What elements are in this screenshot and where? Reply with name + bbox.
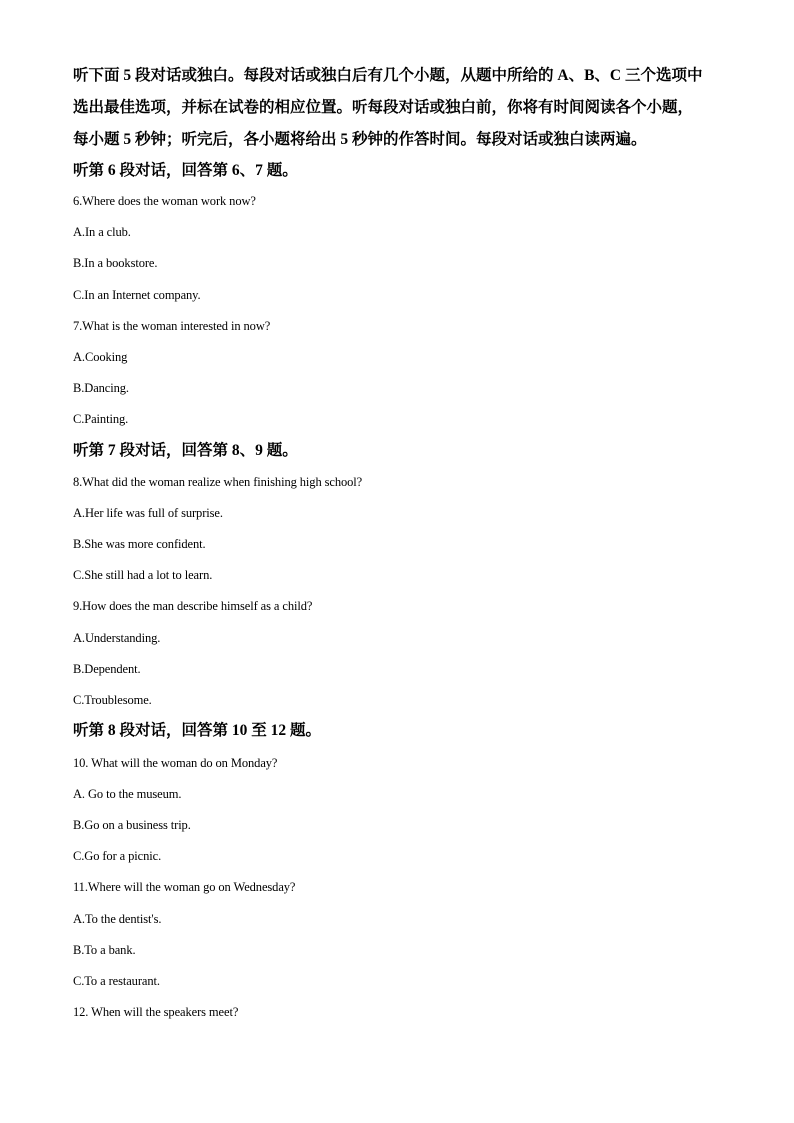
- option-8a: A.Her life was full of surprise.: [73, 506, 223, 520]
- option-7a: A.Cooking: [73, 350, 128, 364]
- option-9c: C.Troublesome.: [73, 693, 152, 707]
- question-9: 9.How does the man describe himself as a child?: [73, 599, 313, 613]
- option-8c: C.She still had a lot to learn.: [73, 568, 213, 582]
- section-heading-7: 听第 7 段对话，回答第 8、9 题。: [73, 442, 298, 459]
- question-7: 7.What is the woman interested in now?: [73, 319, 271, 333]
- section-heading-6: 听第 6 段对话，回答第 6、7 题。: [73, 162, 298, 179]
- option-6a: A.In a club.: [73, 225, 131, 239]
- question-6: 6.Where does the woman work now?: [73, 194, 256, 208]
- option-11a: A.To the dentist's.: [73, 912, 162, 926]
- question-12: 12. When will the speakers meet?: [73, 1005, 239, 1019]
- option-7b: B.Dancing.: [73, 381, 129, 395]
- option-6c: C.In an Internet company.: [73, 288, 201, 302]
- question-8: 8.What did the woman realize when finishing high school?: [73, 475, 363, 489]
- instruction-line-2: 选出最佳选项，并标在试卷的相应位置。听每段对话或独白前，你将有时间阅读各个小题，: [73, 99, 694, 116]
- option-10c: C.Go for a picnic.: [73, 849, 162, 863]
- option-7c: C.Painting.: [73, 412, 129, 426]
- option-6b: B.In a bookstore.: [73, 256, 158, 270]
- option-11b: B.To a bank.: [73, 943, 136, 957]
- option-10a: A. Go to the museum.: [73, 787, 182, 801]
- question-10: 10. What will the woman do on Monday?: [73, 756, 278, 770]
- section-heading-8: 听第 8 段对话，回答第 10 至 12 题。: [73, 722, 322, 739]
- option-9a: A.Understanding.: [73, 631, 161, 645]
- instruction-line-3: 每小题 5 秒钟；听完后，各小题将给出 5 秒钟的作答时间。每段对话或独白读两遍。: [73, 131, 647, 148]
- option-11c: C.To a restaurant.: [73, 974, 160, 988]
- option-8b: B.She was more confident.: [73, 537, 206, 551]
- option-9b: B.Dependent.: [73, 662, 141, 676]
- option-10b: B.Go on a business trip.: [73, 818, 191, 832]
- instruction-line-1: 听下面 5 段对话或独白。每段对话或独白后有几个小题，从题中所给的 A、B、C 三个选项中: [73, 67, 703, 84]
- question-11: 11.Where will the woman go on Wednesday?: [73, 880, 296, 894]
